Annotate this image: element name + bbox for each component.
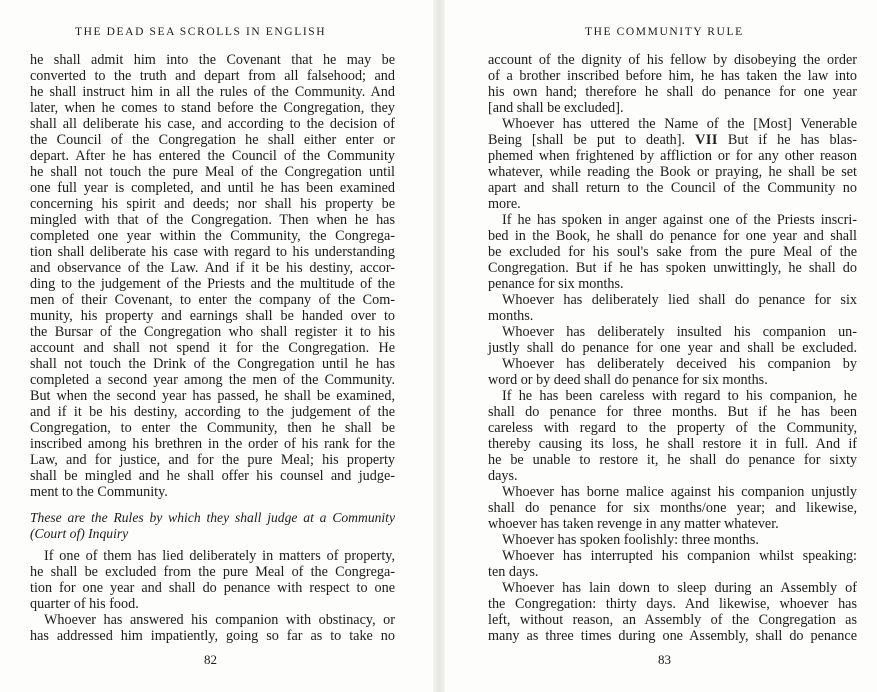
text-line: word or by deed shall do penance for six months.: [488, 372, 768, 388]
text-line: tion for one year and shall do penance with respect to one: [30, 580, 395, 596]
section-heading: These are the Rules by which they shall judge at a Community: [30, 510, 395, 525]
text-line: completed a second year among the men of the Community.: [30, 372, 395, 388]
text-line: ment to the Community.: [30, 484, 168, 500]
text-line: If he has spoken in anger against one of the Priests inscri-: [502, 212, 857, 228]
text-line: justly shall do penance for one year and shall be excluded.: [488, 340, 857, 356]
text-line: Whoever has borne malice against his companion unjustly: [502, 484, 857, 500]
text-line: careless with regard to the property of the Community,: [488, 420, 857, 436]
text-line: thereby causing its loss, he shall restore it in full. And if: [488, 436, 857, 452]
text-fragment: But if he has blas-: [727, 132, 858, 148]
text-line: the Council of the Congregation he shall either enter or: [30, 132, 395, 148]
text-line: If one of them has lied deliberately in matters of property,: [44, 548, 395, 564]
text-fragment: Being [shall be put to death].: [488, 132, 686, 148]
text-line: be excluded for his soul's sake from the pure Meal of the: [488, 244, 857, 260]
text-line: Whoever has deliberately lied shall do penance for six: [502, 292, 857, 308]
text-line: munity, his property and earnings shall be handed over to: [30, 308, 395, 324]
text-line: Law, and for justice, and for the pure Meal; his property: [30, 452, 395, 468]
text-line: concerning his spirit and deeds; nor shall his property be: [30, 196, 395, 212]
text-line: tion shall deliberate his case with regard to his understanding: [30, 244, 395, 260]
text-line: many as three times during one Assembly, shall do penance: [488, 628, 857, 644]
text-line: ding to the judgement of the Priests and the multitude of the: [30, 276, 395, 292]
text-line: converted to the truth and depart from all falsehood; and: [30, 68, 395, 84]
page-number-right: 83: [658, 652, 671, 667]
text-line: one full year is completed, and until he has been examined: [30, 180, 395, 196]
text-line: shall all deliberate his case, and according to the decision of: [30, 116, 395, 132]
text-line: If he has been careless with regard to his companion, he: [502, 388, 857, 404]
text-line: Whoever has answered his companion with obstinacy, or: [44, 612, 395, 628]
text-line: men of their Covenant, to enter the company of the Com-: [30, 292, 395, 308]
text-line: Whoever has lain down to sleep during an Assembly of: [502, 580, 857, 596]
text-line: shall do penance for three months. But if he has been: [488, 404, 857, 420]
right-page: [445, 0, 877, 692]
text-line: of a brother inscribed before him, he has taken the law into: [488, 68, 857, 84]
text-line: account and shall not spend it for the Congregation. He: [30, 340, 395, 356]
text-line: he shall be excluded from the pure Meal of the Congrega-: [30, 564, 395, 580]
text-line: and observance of the Law. And if it be his destiny, accor-: [30, 260, 395, 276]
text-line: months.: [488, 308, 534, 324]
text-line: has addressed him impatiently, going so far as to take no: [30, 628, 395, 644]
text-line: and if it be his destiny, according to the judgement of the: [30, 404, 395, 420]
text-line: days.: [488, 468, 518, 484]
text-line: he shall not touch the pure Meal of the Congregation until: [30, 164, 395, 180]
text-line: the Bursar of the Congregation who shall register it to his: [30, 324, 395, 340]
text-line: Whoever has uttered the Name of the [Most] Venerable: [502, 116, 857, 132]
section-marker: VII: [695, 132, 718, 148]
text-line: he shall instruct him in all the rules of the Community. And: [30, 84, 395, 100]
page-number-left: 82: [204, 652, 217, 667]
left-page-text: [30, 52, 395, 644]
text-line: more.: [488, 196, 521, 212]
text-line: shall do penance for six months/one year; and likewise,: [488, 500, 857, 516]
text-line: But when the second year has passed, he shall be examined,: [30, 388, 395, 404]
text-line: mingled with that of the Congregation. Then when he has: [30, 212, 395, 228]
text-line: Whoever has interrupted his companion whilst speaking:: [502, 548, 857, 564]
text-line: quarter of his food.: [30, 596, 139, 612]
section-heading: (Court of) Inquiry: [30, 526, 129, 541]
text-line: [and shall be excluded].: [488, 100, 624, 116]
running-header-left: THE DEAD SEA SCROLLS IN ENGLISH: [75, 26, 327, 38]
text-line: Whoever has deliberately insulted his companion un-: [502, 324, 857, 340]
text-line: apart and shall return to the Council of the Community no: [488, 180, 857, 196]
text-line: depart. After he has entered the Council of the Community: [30, 148, 395, 164]
text-line: inscribed among his brethren in the order of his rank for the: [30, 436, 395, 452]
text-line: Congregation. But if he has spoken unwittingly, he shall do: [488, 260, 857, 276]
text-line: shall be mingled and he shall offer his counsel and judge-: [30, 468, 395, 484]
text-line: penance for six months.: [488, 276, 624, 292]
text-line: whoever has taken revenge in any matter whatever.: [488, 516, 779, 532]
running-header-right: THE COMMUNITY RULE: [585, 26, 744, 38]
text-line: completed one year within the Community, the Congrega-: [30, 228, 395, 244]
text-line: his own hand; therefore he shall do penance for one year: [488, 84, 857, 100]
text-line: Whoever has spoken foolishly: three months.: [502, 532, 759, 548]
text-line: he be unable to restore it, he shall do penance for sixty: [488, 452, 857, 468]
text-line: he shall admit him into the Covenant that he may be: [30, 52, 395, 68]
text-line-with-section: [488, 132, 857, 148]
text-line: phemed when frightened by affliction or for any other reason: [488, 148, 857, 164]
text-line: the Congregation: thirty days. And likewise, whoever has: [488, 596, 857, 612]
text-line: shall not touch the Drink of the Congregation until he has: [30, 356, 395, 372]
text-line: account of the dignity of his fellow by disobeying the order: [488, 52, 857, 68]
text-line: ten days.: [488, 564, 539, 580]
right-page-text: [488, 52, 857, 644]
text-line: later, when he comes to stand before the Congregation, they: [30, 100, 395, 116]
text-line: bed in the Book, he shall do penance for one year and shall: [488, 228, 857, 244]
book-gutter: [433, 0, 445, 692]
text-line: whatever, while reading the Book or praying, he shall be set: [488, 164, 857, 180]
text-line: left, without reason, an Assembly of the Congregation as: [488, 612, 857, 628]
text-line: Whoever has deliberately deceived his companion by: [502, 356, 857, 372]
text-line: Congregation, to enter the Community, then he shall be: [30, 420, 395, 436]
left-page: [0, 0, 433, 692]
